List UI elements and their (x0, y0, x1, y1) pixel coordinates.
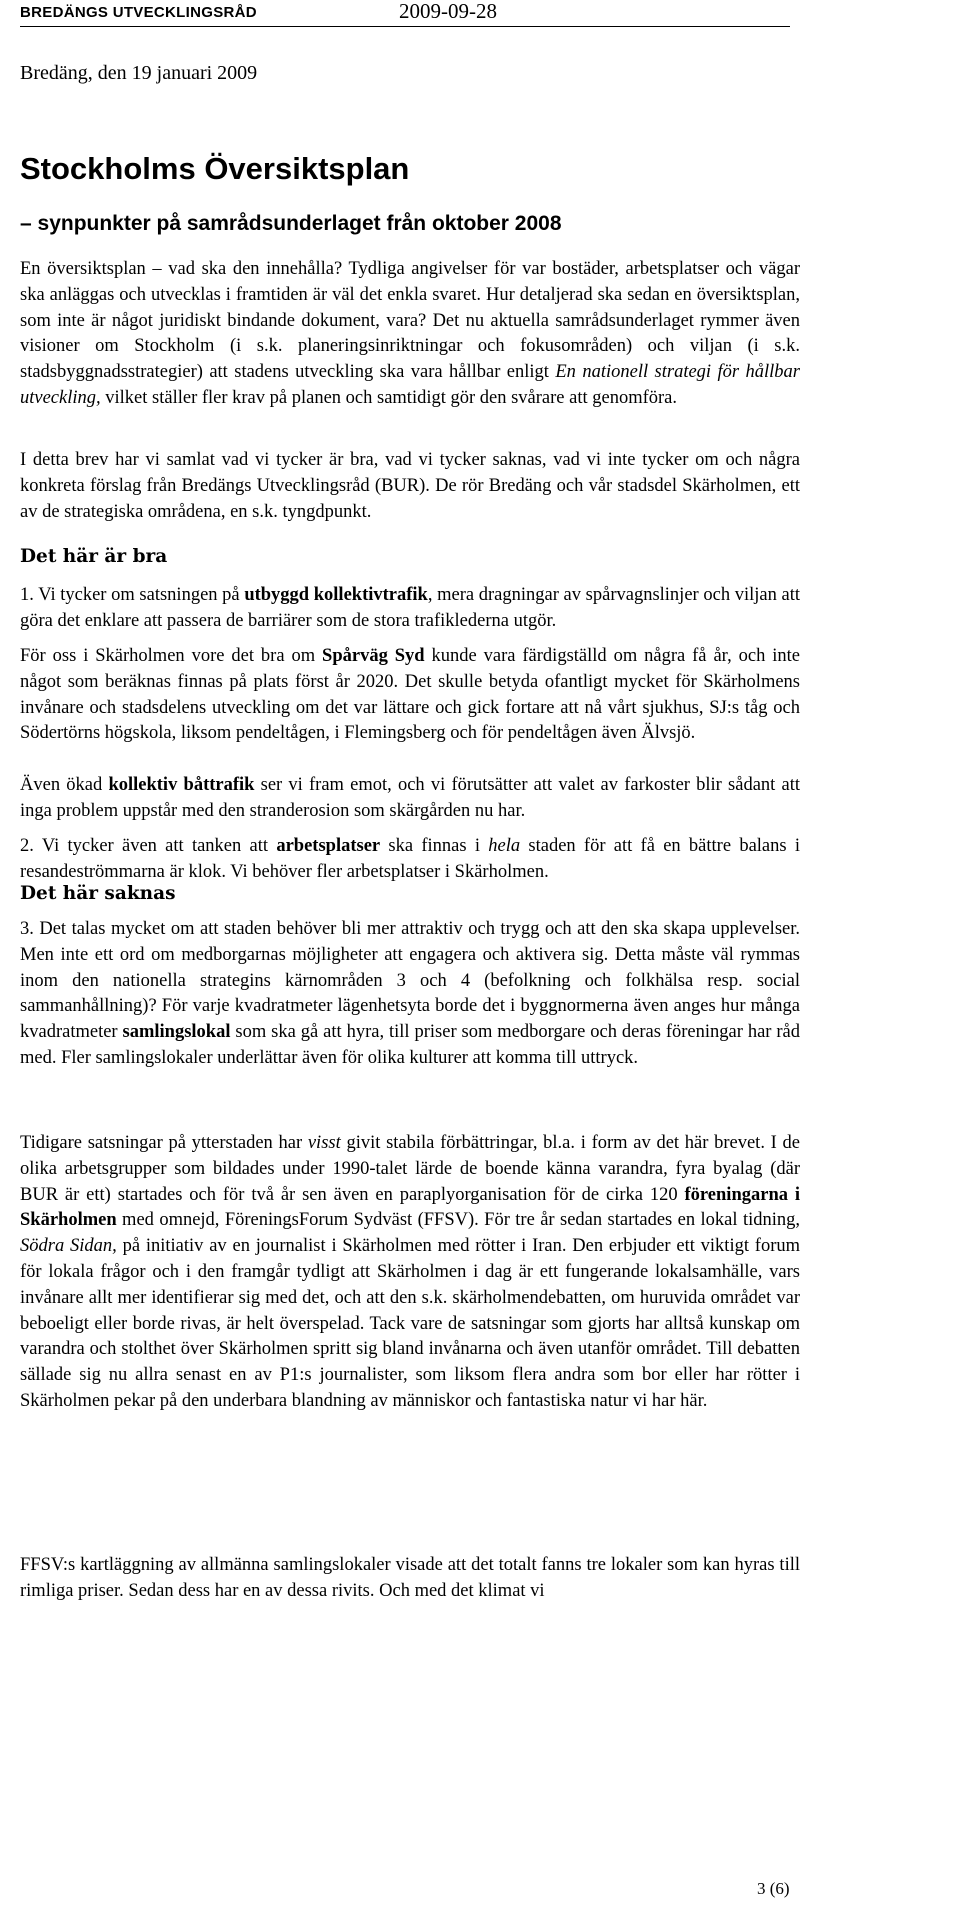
intro-paragraph-1 (20, 257, 800, 412)
good-paragraph-2 (20, 644, 800, 747)
bold-workplaces: arbetsplatser (276, 836, 381, 856)
header-date: 2009-09-28 (399, 0, 497, 23)
italic-newspaper-name: Södra Sidan, (20, 1236, 117, 1257)
italic-certain: visst (307, 1133, 341, 1153)
document-title: Stockholms Översiktsplan (20, 151, 410, 186)
bold-associations: föreningarna i Skärholmen (20, 1184, 801, 1231)
text-run: Tidigare satsningar på ytterstaden har (20, 1133, 308, 1153)
text-run: ska finnas i (380, 836, 489, 856)
bold-boat-traffic: kollektiv båttrafik (108, 775, 255, 795)
text-run: givit stabila förbättringar, bl.a. i form av det här brevet. I de olika arbetsgrupper som bildades under 1990-talet lärde de boende känna varandra, fyra byalag (där BUR är ett) startades och för två år sen även en paraplyorganisation för de cirka 120 (20, 1133, 800, 1205)
intro-paragraph-2: I detta brev har vi samlat vad vi tycker är bra, vad vi tycker saknas, vad vi inte tycker om och några konkreta förslag från Bredängs Utvecklingsråd (BUR). De rör Bredäng och vår stadsdel Skärholmen, ett av de strategiska områdena, en s.k. tyngdpunkt. (20, 450, 800, 522)
intro-text-end: vilket ställer fler krav på planen och samtidigt gör den svårare att genomföra. (100, 387, 678, 408)
italic-whole: hela (488, 836, 521, 856)
text-run: som ska gå att hyra, till priser som medborgare och deras föreningar har råd med. Fler samlingslokaler underlättar även för olika kulturer att komma till uttryck. (20, 1022, 800, 1068)
text-run: 1. Vi tycker om satsningen på (20, 585, 245, 605)
text-run: kunde vara färdigställd om några få år, och inte något som beräknas finnas på plats först år 2020. Det skulle betyda ofantligt mycket för Skärholmens invånare och stadsdelens utveckling om det var lättare och gick fortare att nå vårt sjukhus, SJ:s tåg och Södertörns högskola, liksom pendeltågen, i Flemingsberg och för pendeltågen även Älvsjö. (20, 646, 800, 744)
header-organization: BREDÄNGS UTVECKLINGSRÅD (20, 4, 257, 21)
strategy-title-italic: En nationell strategi för hållbar utveckling, (20, 362, 800, 408)
section-heading-good: Det här är bra (20, 546, 168, 567)
bold-assembly-hall: samlingslokal (122, 1022, 231, 1043)
good-paragraph-4 (20, 834, 800, 886)
text-run: , mera dragningar av spårvagnslinjer och viljan att göra det enklare att passera de barriärer som de stora trafiklederna utgör. (20, 585, 801, 631)
good-paragraph-3 (20, 773, 800, 825)
missing-paragraph-3: FFSV:s kartläggning av allmänna samlingslokaler visade att det totalt fanns tre lokaler som kan hyras till rimliga priser. Sedan dess har en av dessa rivits. Och med det klimat vi (20, 1555, 800, 1601)
text-run: staden för att få en bättre balans i resandeströmmarna är klok. Vi behöver fler arbetsplatser i Skärholmen. (20, 836, 801, 882)
text-run: med omnejd, FöreningsForum Sydväst (FFSV). För tre år sedan startades en lokal tidning, (116, 1210, 800, 1231)
bold-tramway-south: Spårväg Syd (322, 646, 425, 666)
intro-text: En översiktsplan – vad ska den innehålla? Tydliga angivelser för var bostäder, arbetsplatser och vägar ska anläggas och utvecklas i framtiden är väl det enkla svaret. Hur detaljerad ska sedan en översiktsplan, som inte är något juridiskt bindande dokument, vara? Det nu aktuella samrådsunderlaget rymmer även visioner om Stockholm (i s.k. planeringsinriktningar och fokusområden) och viljan (i s.k. stadsbyggnadsstrategier) att stadens utveckling ska vara hållbar enligt (20, 259, 800, 383)
document-subtitle: – synpunkter på samrådsunderlaget från oktober 2008 (20, 212, 562, 235)
text-run: ser vi fram emot, och vi förutsätter att valet av farkoster blir sådant att inga problem uppstår med den stranderosion som skärgården nu har. (20, 775, 800, 821)
missing-paragraph-1 (20, 917, 800, 1072)
page-number: 3 (6) (757, 1879, 790, 1898)
bold-collective-traffic: utbyggd kollektivtrafik (244, 585, 428, 605)
header-rule (20, 26, 790, 27)
dateline: Bredäng, den 19 januari 2009 (20, 62, 258, 84)
section-heading-missing: Det här saknas (20, 883, 176, 904)
text-run: på initiativ av en journalist i Skärholmen med rötter i Iran. Den erbjuder ett viktigt forum för lokala frågor och i den framgår tydligt att Skärholmen i dag är ett fungerande lokalsamhälle, vars invånare allt mer identifierar sig med det, och att den s.k. skärholmendebatten, om huruvida området var beboeligt eller borde rivas, är helt överspelad. Tack vare de satsningar som gjorts har alltså kunskap om varandra och stolthet över Skärholmen spritt sig bland invånarna och även utanför området. Till debatten sällade sig nu allra senast en av P1:s journalister, som liksom flera andra som bor eller har rötter i Skärholmen pekar på den underbara blandning av människor och fantastiska natur vi har här. (20, 1236, 800, 1411)
text-run: För oss i Skärholmen vore det bra om (20, 646, 323, 666)
good-paragraph-1 (20, 583, 800, 635)
text-run: 2. Vi tycker även att tanken att (20, 836, 277, 856)
missing-paragraph-2 (20, 1131, 800, 1415)
text-run: Även ökad (20, 775, 109, 795)
text-run: 3. Det talas mycket om att staden behöver bli mer attraktiv och trygg och att den ska skapa upplevelser. Men inte ett ord om medborgarnas möjligheter att engagera och aktivera sig. Detta måste väl rymmas inom den nationella strategins kärnområden 3 och 4 (befolkning och folkhälsa resp. social sammanhållning)? För varje kvadratmeter lägenhetsyta borde det i byggnormerna även anges hur många kvadratmeter (20, 919, 800, 1043)
